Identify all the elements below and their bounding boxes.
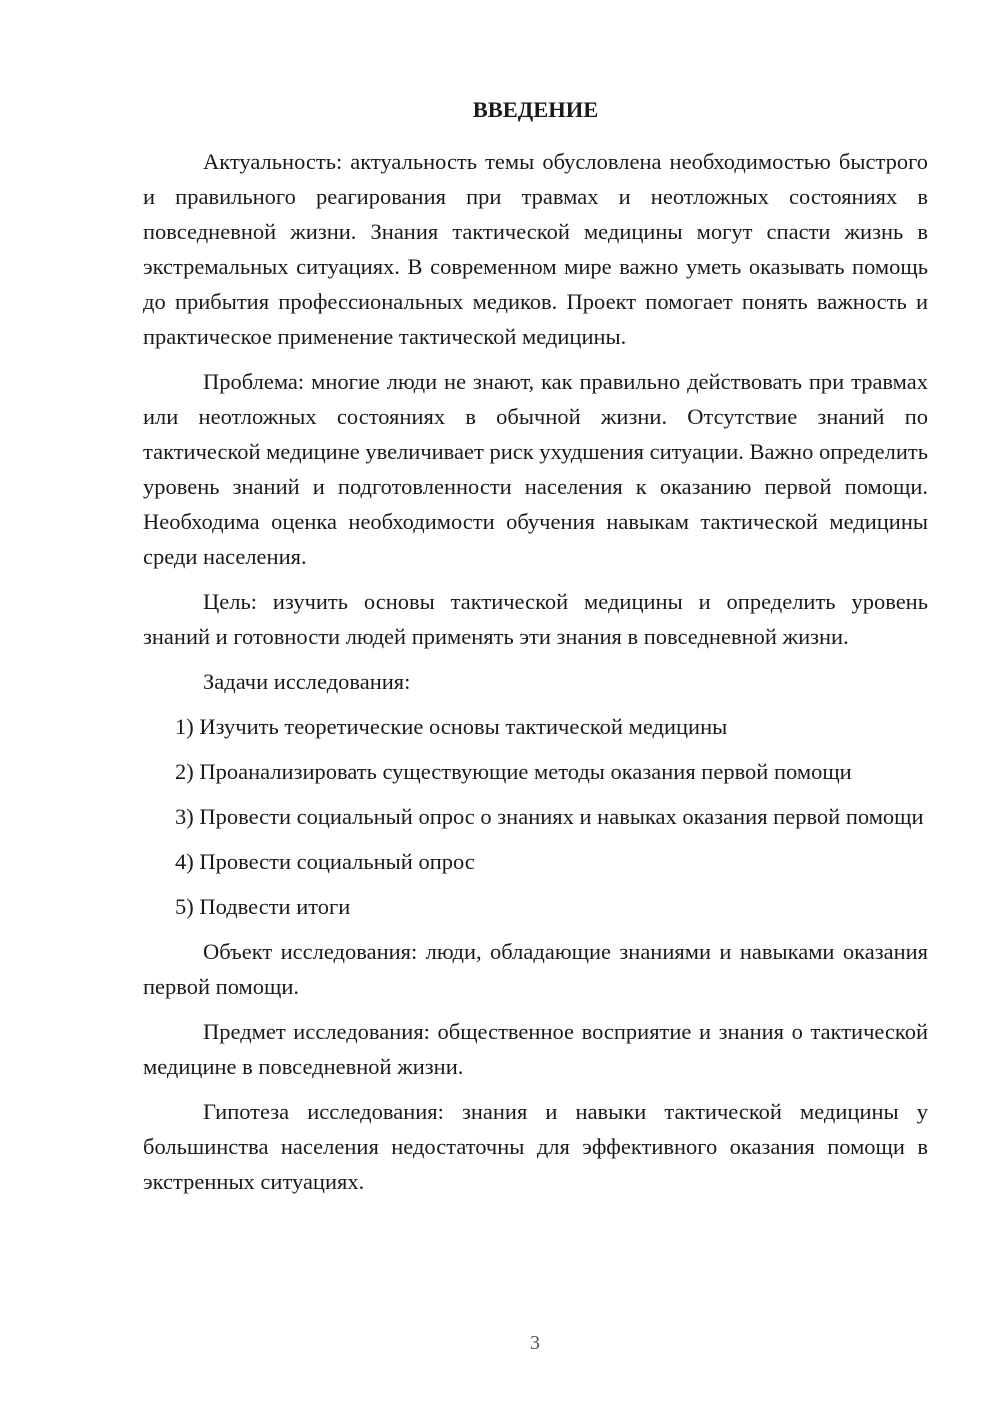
- paragraph-subject: Предмет исследования: общественное восприятие и знания о тактической медицине в повседневной жизни.: [143, 1019, 928, 1079]
- page-number: 3: [530, 1332, 540, 1354]
- paragraph-hypothesis: Гипотеза исследования: знания и навыки тактической медицины у большинства населения недостаточны для эффективного оказания помощи в экстренных ситуациях.: [143, 1099, 928, 1194]
- task-item-1: 1) Изучить теоретические основы тактической медицины: [175, 714, 728, 739]
- paragraph-tasks-heading: Задачи исследования:: [203, 669, 411, 694]
- paragraph-problem: Проблема: многие люди не знают, как правильно действовать при травмах или неотложных состояниях в обычной жизни. Отсутствие знаний по тактической медицине увеличивает риск ухудшения ситуации. Важно определить уровень знаний и подготовленности населения к оказанию первой помощи. Необходима оценка необходимости обучения навыкам тактической медицины среди населения.: [143, 369, 928, 569]
- paragraph-goal: Цель: изучить основы тактической медицины и определить уровень знаний и готовности людей применять эти знания в повседневной жизни.: [143, 589, 928, 649]
- task-item-3: 3) Провести социальный опрос о знаниях и навыках оказания первой помощи: [175, 804, 924, 829]
- task-item-5: 5) Подвести итоги: [175, 894, 351, 919]
- task-item-2: 2) Проанализировать существующие методы оказания первой помощи: [175, 759, 852, 784]
- paragraph-relevance: Актуальность: актуальность темы обусловлена необходимостью быстрого и правильного реагирования при травмах и неотложных состояниях в повседневной жизни. Знания тактической медицины могут спасти жизнь в экстремальных ситуациях. В современном мире важно уметь оказывать помощь до прибытия профессиональных медиков. Проект помогает понять важность и практическое применение тактической медицины.: [143, 149, 928, 349]
- document-page: [143, 92, 928, 1209]
- section-title: ВВЕДЕНИЕ: [472, 97, 599, 122]
- paragraph-object: Объект исследования: люди, обладающие знаниями и навыками оказания первой помощи.: [143, 939, 928, 999]
- task-item-4: 4) Провести социальный опрос: [175, 849, 475, 874]
